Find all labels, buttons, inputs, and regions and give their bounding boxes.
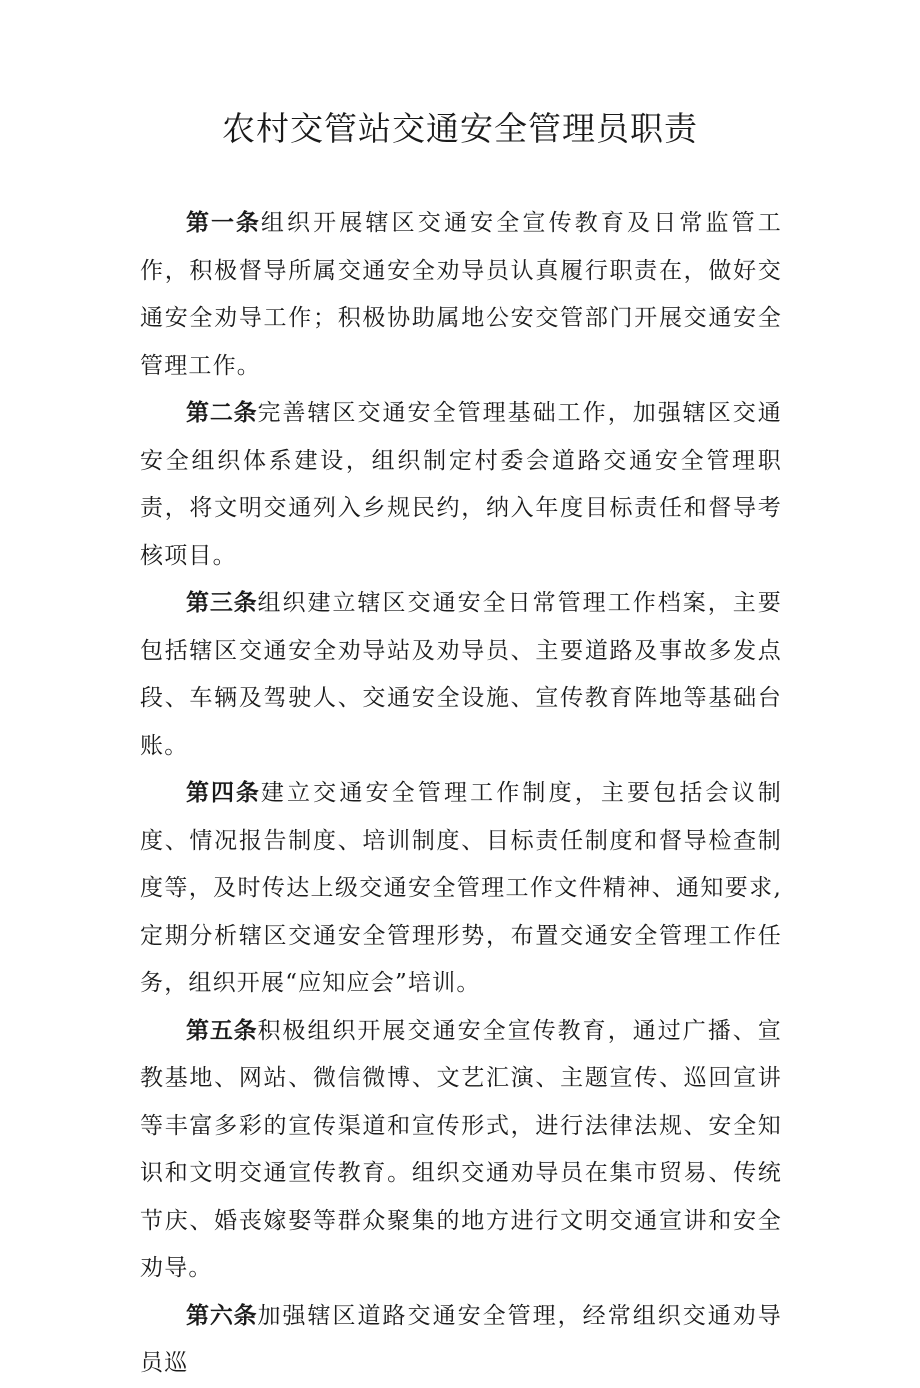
article-2 [140,390,782,580]
document-body [140,200,782,1388]
article-6-text: 加强辖区道路交通安全管理，经常组织交通劝导员巡 [140,1302,782,1376]
article-2-text: 完善辖区交通安全管理基础工作，加强辖区交通安全组织体系建设，组织制定村委会道路交通安全管理职责，将文明交通列入乡规民约，纳入年度目标责任和督导考核项目。 [140,400,782,569]
article-2-heading: 第二条 [186,400,258,426]
article-6 [140,1293,782,1388]
article-1-text: 组织开展辖区交通安全宣传教育及日常监管工作，积极督导所属交通安全劝导员认真履行职责在，做好交通安全劝导工作；积极协助属地公安交管部门开展交通安全管理工作。 [140,210,783,379]
article-3-heading: 第三条 [186,590,258,616]
article-1-heading: 第一条 [186,210,261,236]
article-5-text: 积极组织开展交通安全宣传教育，通过广播、宣教基地、网站、微信微博、文艺汇演、主题宣传、巡回宣讲等丰富多彩的宣传渠道和宣传形式，进行法律法规、安全知识和文明交通宣传教育。组织交通劝导员在集市贸易、传统节庆、婚丧嫁娶等群众聚集的地方进行文明交通宣讲和安全劝导。 [140,1017,782,1281]
article-4-text: 建立交通安全管理工作制度，主要包括会议制度、情况报告制度、培训制度、目标责任制度和督导检查制度等，及时传达上级交通安全管理工作文件精神、通知要求,定期分析辖区交通安全管理形势，布置交通安全管理工作任务，组织开展“应知应会”培训。 [140,780,783,996]
article-4 [140,770,782,1008]
article-3 [140,580,782,770]
article-3-text: 组织建立辖区交通安全日常管理工作档案，主要包括辖区交通安全劝导站及劝导员、主要道路及事故多发点段、车辆及驾驶人、交通安全设施、宣传教育阵地等基础台账。 [140,590,782,759]
article-1 [140,200,782,390]
article-5 [140,1008,782,1293]
article-4-heading: 第四条 [186,780,261,806]
article-5-heading: 第五条 [186,1017,258,1044]
article-6-heading: 第六条 [186,1302,258,1329]
document-title: 农村交管站交通安全管理员职责 [222,109,698,148]
